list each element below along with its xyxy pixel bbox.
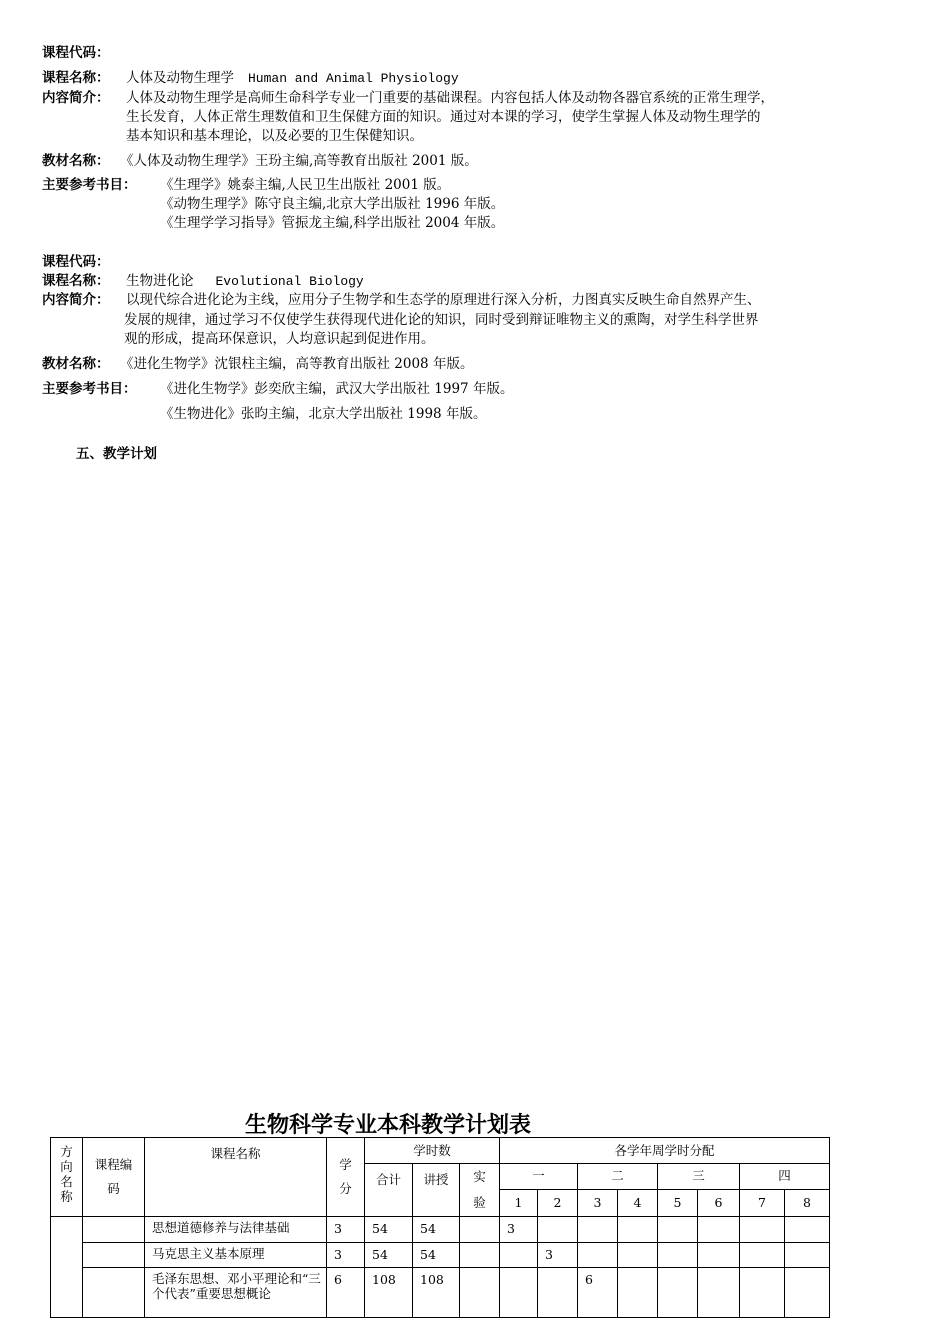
course2-refs-label: 主要参考书目： <box>42 381 137 397</box>
header-term: 6 <box>698 1189 740 1216</box>
term-cell <box>698 1217 740 1243</box>
term-cell <box>740 1243 785 1268</box>
course1-intro-line1: 人体及动物生理学是高师生命科学专业一门重要的基础课程。内容包括人体及动物各器官系统的正常生理学， <box>126 90 774 106</box>
course1-name-label: 课程名称： <box>42 70 110 86</box>
code-cell <box>83 1217 145 1243</box>
credit-cell: 3 <box>327 1243 365 1268</box>
total-cell: 54 <box>365 1243 413 1268</box>
course1-code-label: 课程代码： <box>42 45 110 61</box>
direction-cell <box>51 1217 83 1318</box>
term-cell <box>785 1243 830 1268</box>
course2-intro-label: 内容简介： <box>42 292 110 308</box>
term-cell <box>698 1243 740 1268</box>
table-row <box>51 1217 830 1243</box>
term-cell <box>618 1268 658 1318</box>
header-lecture: 讲授 <box>413 1164 460 1217</box>
lab-cell <box>460 1217 500 1243</box>
header-year-3: 三 <box>658 1164 740 1190</box>
course2-name-en: Evolutional Biology <box>215 274 364 289</box>
term-cell: 3 <box>538 1243 578 1268</box>
lecture-cell: 54 <box>413 1217 460 1243</box>
course1-intro-line2: 生长发育，人体正常生理数值和卫生保健方面的知识。通过对本课的学习，使学生掌握人体及动物生理学的 <box>126 109 761 125</box>
term-cell <box>658 1268 698 1318</box>
table-row <box>51 1243 830 1268</box>
header-term: 4 <box>618 1189 658 1216</box>
header-hours: 学时数 <box>365 1138 500 1164</box>
term-cell <box>500 1243 538 1268</box>
course-name-cell: 毛泽东思想、邓小平理论和“三个代表”重要思想概论 <box>145 1268 327 1318</box>
course2-intro-line3: 观的形成，提高环保意识，人均意识起到促进作用。 <box>124 331 435 347</box>
term-cell <box>740 1217 785 1243</box>
total-cell: 54 <box>365 1217 413 1243</box>
course1-ref: 《生理学》姚泰主编,人民卫生出版社 2001 版。 <box>160 177 451 193</box>
header-code: 课程编 码 <box>83 1138 145 1217</box>
course1-ref: 《生理学学习指导》管振龙主编,科学出版社 2004 年版。 <box>160 215 505 231</box>
term-cell <box>785 1217 830 1243</box>
code-cell <box>83 1243 145 1268</box>
term-cell <box>578 1243 618 1268</box>
header-term: 1 <box>500 1189 538 1216</box>
term-cell <box>740 1268 785 1318</box>
course2-name-cn: 生物进化论 <box>126 273 194 289</box>
header-credit: 学 分 <box>327 1138 365 1217</box>
header-total: 合计 <box>365 1164 413 1217</box>
course1-intro-line3: 基本知识和基本理论，以及必要的卫生保健知识。 <box>126 128 423 144</box>
course2-textbook: 《进化生物学》沈银柱主编，高等教育出版社 2008 年版。 <box>120 356 474 372</box>
term-cell <box>538 1217 578 1243</box>
course1-name <box>126 69 459 88</box>
term-cell: 6 <box>578 1268 618 1318</box>
term-cell <box>618 1243 658 1268</box>
term-cell <box>578 1217 618 1243</box>
course2-name-label: 课程名称： <box>42 273 110 289</box>
term-cell <box>698 1268 740 1318</box>
course1-name-en: Human and Animal Physiology <box>248 71 459 86</box>
course2-intro-line1: 以现代综合进化论为主线，应用分子生物学和生态学的原理进行深入分析，力图真实反映生命自然界产生、 <box>126 292 761 308</box>
credit-cell: 6 <box>327 1268 365 1318</box>
plan-title: 生物科学专业本科教学计划表 <box>245 1113 532 1138</box>
lab-cell <box>460 1268 500 1318</box>
total-cell: 108 <box>365 1268 413 1318</box>
term-cell: 3 <box>500 1217 538 1243</box>
term-cell <box>618 1217 658 1243</box>
course1-ref: 《动物生理学》陈守良主编,北京大学出版社 1996 年版。 <box>160 196 505 212</box>
header-lab: 实 验 <box>460 1164 500 1217</box>
header-term: 8 <box>785 1189 830 1216</box>
header-term: 7 <box>740 1189 785 1216</box>
course1-intro-label: 内容简介： <box>42 90 110 106</box>
term-cell <box>658 1243 698 1268</box>
course2-textbook-label: 教材名称： <box>42 356 110 372</box>
header-year-1: 一 <box>500 1164 578 1190</box>
term-cell <box>538 1268 578 1318</box>
code-cell <box>83 1268 145 1318</box>
course1-textbook-label: 教材名称： <box>42 153 110 169</box>
term-cell <box>658 1217 698 1243</box>
header-year-4: 四 <box>740 1164 830 1190</box>
lab-cell <box>460 1243 500 1268</box>
table-row <box>51 1268 830 1318</box>
course1-refs-label: 主要参考书目： <box>42 177 137 193</box>
section-heading: 五、教学计划 <box>76 446 157 462</box>
course2-ref: 《进化生物学》彭奕欣主编，武汉大学出版社 1997 年版。 <box>160 381 514 397</box>
header-year-2: 二 <box>578 1164 658 1190</box>
course2-code-label: 课程代码： <box>42 254 110 270</box>
term-cell <box>500 1268 538 1318</box>
course-name-cell: 思想道德修养与法律基础 <box>145 1217 327 1243</box>
course2-ref: 《生物进化》张昀主编，北京大学出版社 1998 年版。 <box>160 406 487 422</box>
course1-name-cn: 人体及动物生理学 <box>126 70 234 86</box>
term-cell <box>785 1268 830 1318</box>
course2-name <box>126 272 364 291</box>
header-term: 3 <box>578 1189 618 1216</box>
course2-intro-line2: 发展的规律，通过学习不仅使学生获得现代进化论的知识，同时受到辩证唯物主义的熏陶，对学生科学世界 <box>124 312 759 328</box>
course1-textbook: 《人体及动物生理学》王玢主编,高等教育出版社 2001 版。 <box>120 153 478 169</box>
lecture-cell: 54 <box>413 1243 460 1268</box>
lecture-cell: 108 <box>413 1268 460 1318</box>
header-term: 2 <box>538 1189 578 1216</box>
header-weekly: 各学年周学时分配 <box>500 1138 830 1164</box>
header-name: 课程名称 <box>145 1138 327 1217</box>
course-name-cell: 马克思主义基本原理 <box>145 1243 327 1268</box>
credit-cell: 3 <box>327 1217 365 1243</box>
header-direction: 方 向 名 称 <box>51 1138 83 1217</box>
plan-table <box>50 1137 830 1318</box>
header-term: 5 <box>658 1189 698 1216</box>
